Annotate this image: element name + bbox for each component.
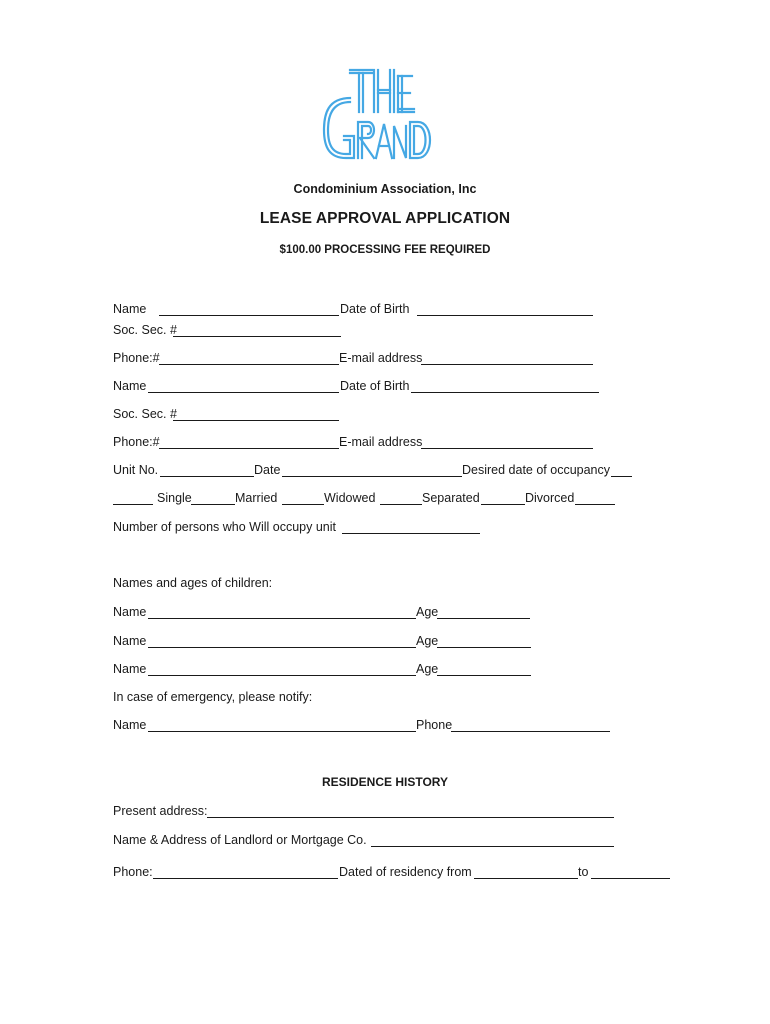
applicant2-name-field[interactable] bbox=[148, 392, 339, 393]
separated-field[interactable] bbox=[380, 504, 422, 505]
applicant2-phone-field[interactable] bbox=[159, 448, 339, 449]
date-label: Date bbox=[254, 463, 281, 477]
single-field[interactable] bbox=[113, 504, 153, 505]
persons-field[interactable] bbox=[342, 533, 480, 534]
applicant1-name-field[interactable] bbox=[159, 315, 339, 316]
landlord-label: Name & Address of Landlord or Mortgage Co. bbox=[113, 833, 367, 847]
ssn-label: Soc. Sec. # bbox=[113, 407, 177, 421]
phone-label: Phone: bbox=[113, 865, 153, 879]
applicant1-ssn-field[interactable] bbox=[173, 336, 341, 337]
applicant1-phone-field[interactable] bbox=[159, 364, 339, 365]
occupancy-label: Desired date of occupancy bbox=[462, 463, 611, 477]
divorced-blank-field[interactable] bbox=[575, 504, 615, 505]
married-label: Married bbox=[235, 491, 278, 505]
dob-label: Date of Birth bbox=[340, 302, 410, 316]
applicant2-email-field[interactable] bbox=[421, 448, 593, 449]
emergency-name-field[interactable] bbox=[148, 731, 416, 732]
email-label: E-mail address bbox=[339, 435, 423, 449]
divorced-field[interactable] bbox=[481, 504, 525, 505]
age-label: Age bbox=[416, 634, 439, 648]
name-label: Name bbox=[113, 379, 147, 393]
applicant2-dob-field[interactable] bbox=[411, 392, 599, 393]
dated-label: Dated of residency from bbox=[339, 865, 472, 879]
child3-age-field[interactable] bbox=[437, 675, 531, 676]
name-label: Name bbox=[113, 605, 147, 619]
applicant1-email-field[interactable] bbox=[421, 364, 593, 365]
present-address-label: Present address: bbox=[113, 804, 208, 818]
to-label: to bbox=[578, 865, 589, 879]
residency-to-field[interactable] bbox=[591, 878, 670, 879]
applicant1-dob-field[interactable] bbox=[417, 315, 593, 316]
the-grand-logo bbox=[320, 66, 436, 162]
present-address-field[interactable] bbox=[207, 817, 614, 818]
child1-age-field[interactable] bbox=[437, 618, 530, 619]
applicant2-ssn-field[interactable] bbox=[173, 420, 339, 421]
name-label: Name bbox=[113, 718, 147, 732]
name-label: Name bbox=[113, 662, 147, 676]
form-title: LEASE APPROVAL APPLICATION bbox=[259, 210, 511, 227]
married-field[interactable] bbox=[191, 504, 235, 505]
landlord-field[interactable] bbox=[371, 846, 614, 847]
widowed-field[interactable] bbox=[282, 504, 324, 505]
age-label: Age bbox=[416, 662, 439, 676]
widowed-label: Widowed bbox=[324, 491, 376, 505]
dob-label: Date of Birth bbox=[340, 379, 410, 393]
child1-name-field[interactable] bbox=[148, 618, 416, 619]
ssn-label: Soc. Sec. # bbox=[113, 323, 177, 337]
residence-phone-field[interactable] bbox=[153, 878, 338, 879]
name-label: Name bbox=[113, 302, 147, 316]
residence-history-heading: RESIDENCE HISTORY bbox=[321, 775, 449, 789]
phone-label: Phone:# bbox=[113, 351, 160, 365]
emergency-phone-field[interactable] bbox=[451, 731, 610, 732]
name-label: Name bbox=[113, 634, 147, 648]
age-label: Age bbox=[416, 605, 439, 619]
child2-name-field[interactable] bbox=[148, 647, 416, 648]
phone-label: Phone:# bbox=[113, 435, 160, 449]
divorced-label: Divorced bbox=[525, 491, 575, 505]
unit-label: Unit No. bbox=[113, 463, 159, 477]
email-label: E-mail address bbox=[339, 351, 423, 365]
date-field[interactable] bbox=[282, 476, 462, 477]
persons-label: Number of persons who Will occupy unit bbox=[113, 520, 337, 534]
single-label: Single bbox=[157, 491, 192, 505]
phone-label: Phone bbox=[416, 718, 453, 732]
unit-field[interactable] bbox=[160, 476, 254, 477]
association-name: Condominium Association, Inc bbox=[293, 182, 477, 196]
child2-age-field[interactable] bbox=[437, 647, 531, 648]
processing-fee: $100.00 PROCESSING FEE REQUIRED bbox=[279, 244, 491, 256]
child3-name-field[interactable] bbox=[148, 675, 416, 676]
residency-from-field[interactable] bbox=[474, 878, 578, 879]
separated-label: Separated bbox=[422, 491, 480, 505]
occupancy-field[interactable] bbox=[611, 476, 632, 477]
